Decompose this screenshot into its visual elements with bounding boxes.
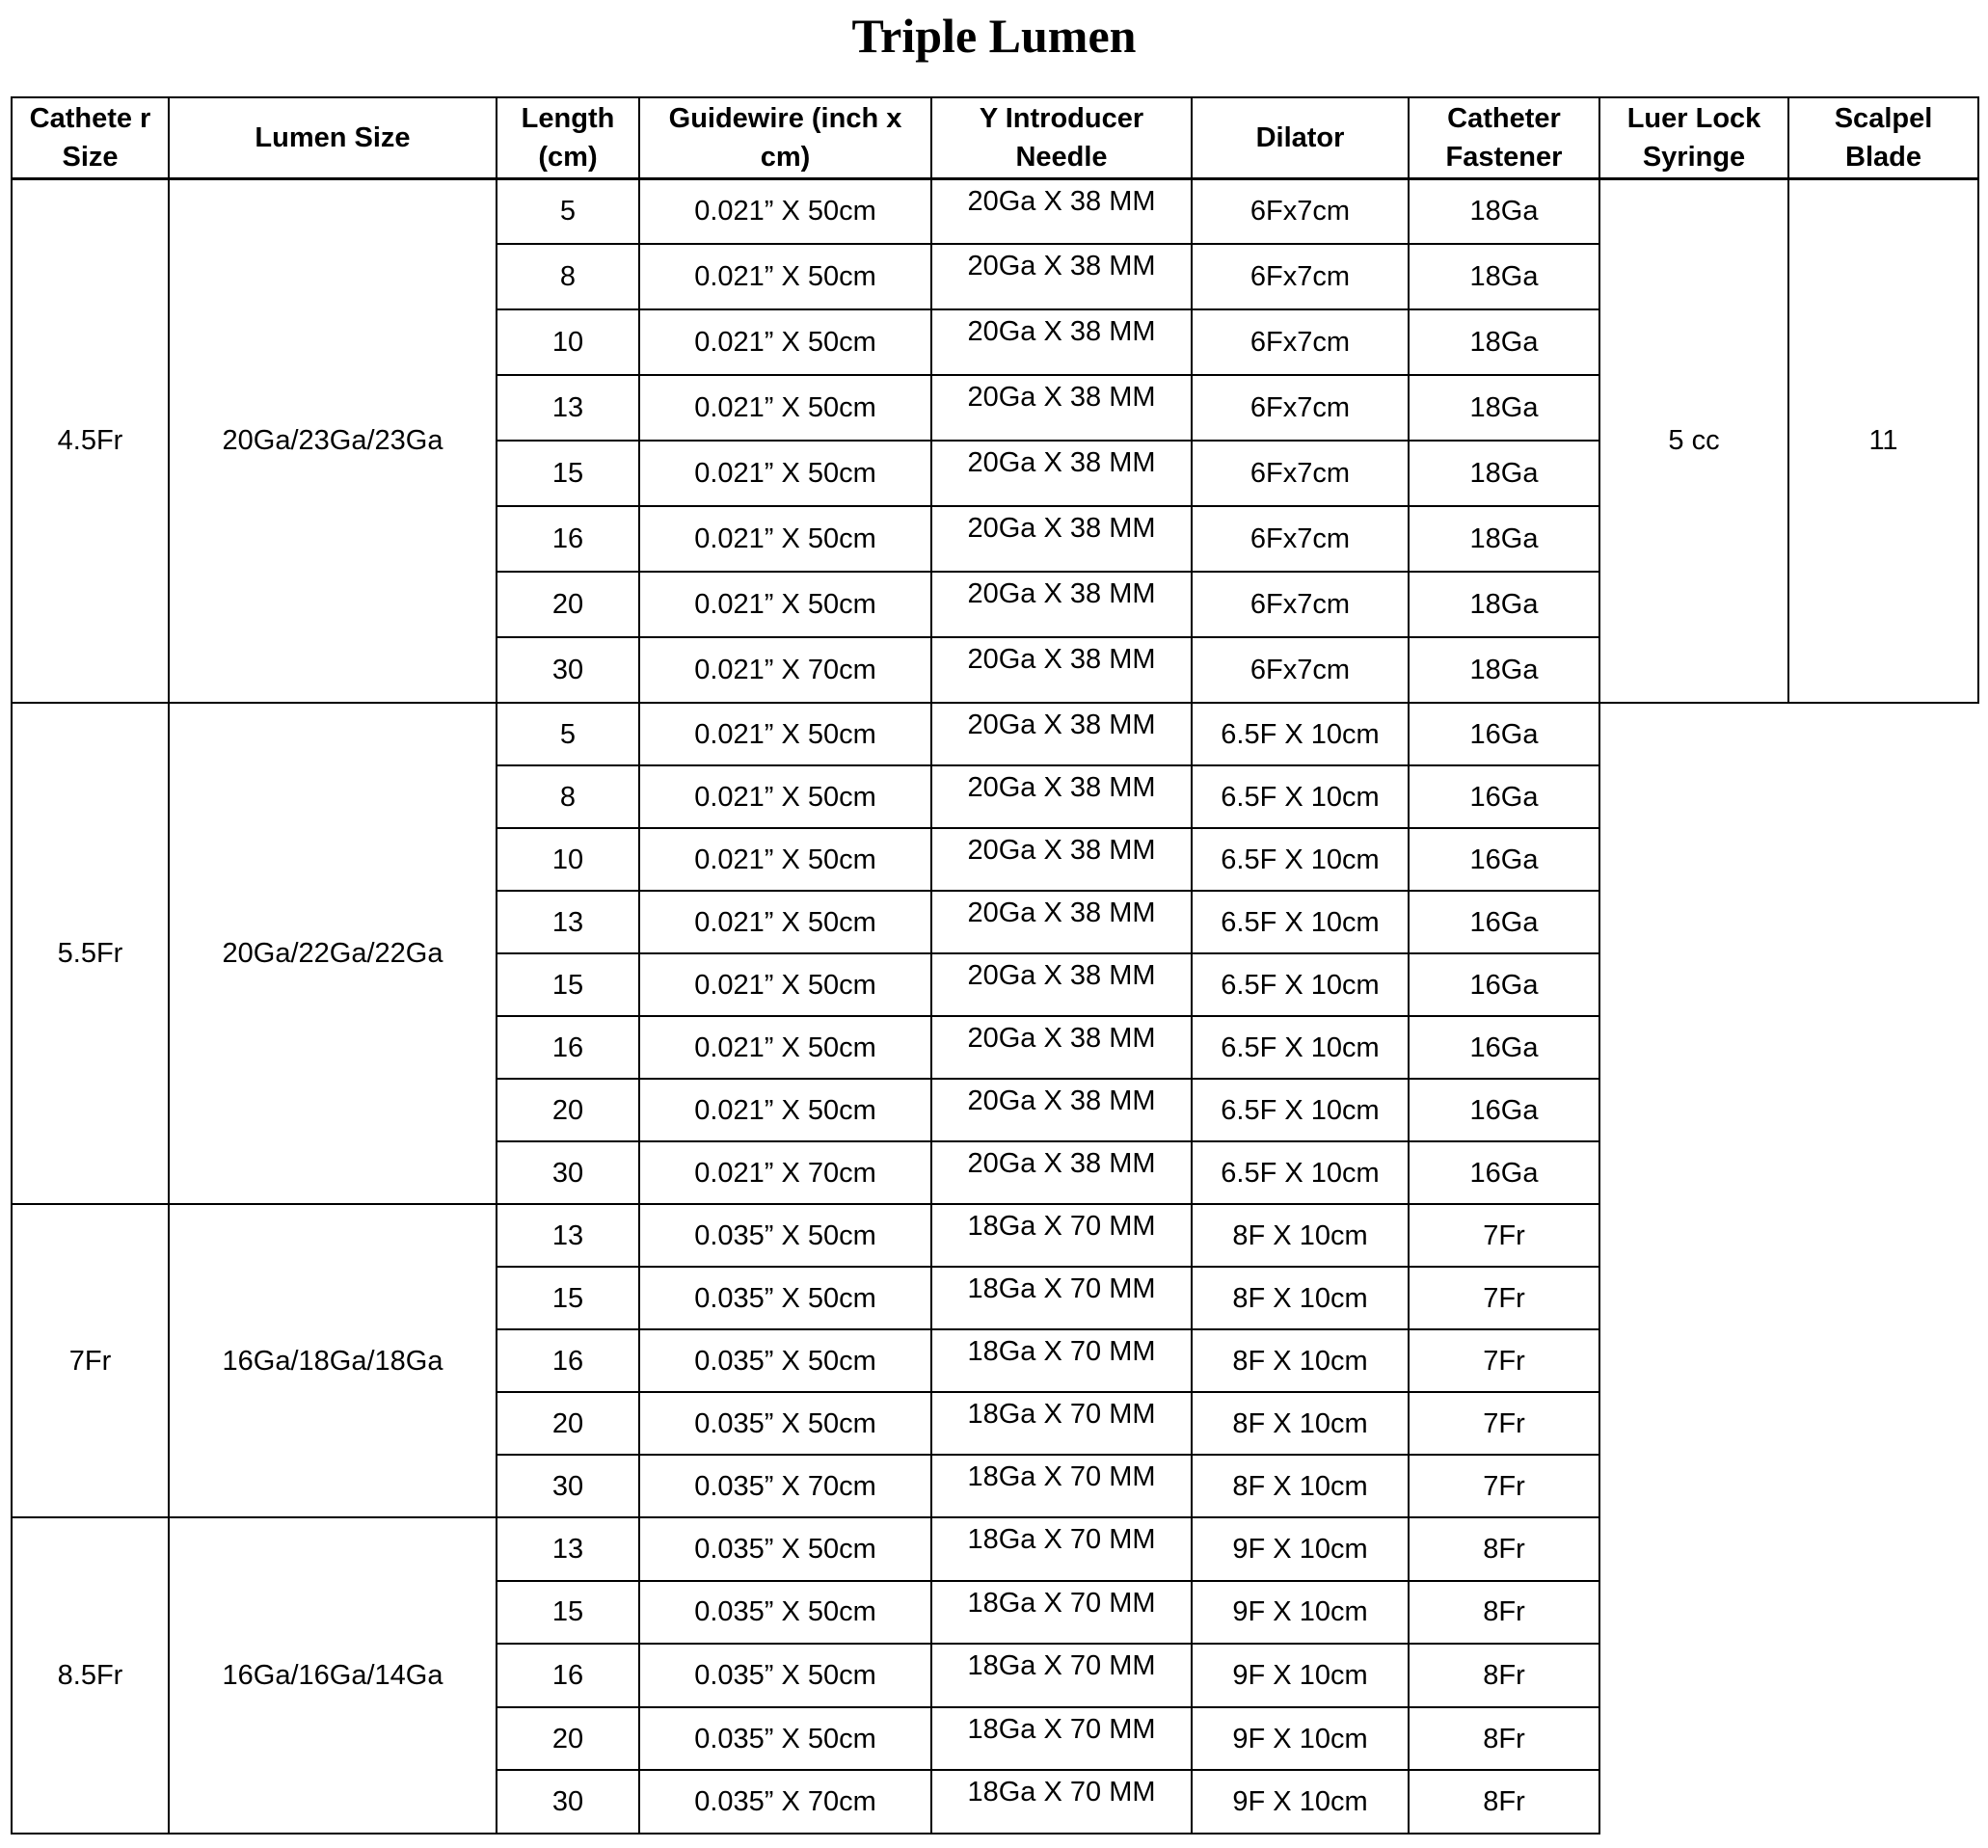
guidewire-cell: 0.035” X 70cm (639, 1770, 931, 1834)
length-cell: 10 (497, 828, 639, 891)
guidewire-cell: 0.021” X 50cm (639, 703, 931, 765)
fastener-cell: 7Fr (1409, 1329, 1599, 1392)
needle-cell: 20Ga X 38 MM (931, 765, 1192, 828)
fastener-cell: 8Fr (1409, 1644, 1599, 1707)
catheter-size-cell: 7Fr (12, 1204, 169, 1517)
needle-cell: 20Ga X 38 MM (931, 637, 1192, 703)
needle-cell: 20Ga X 38 MM (931, 891, 1192, 953)
fastener-cell: 18Ga (1409, 637, 1599, 703)
needle-cell: 20Ga X 38 MM (931, 178, 1192, 244)
dilator-cell: 6Fx7cm (1192, 178, 1409, 244)
guidewire-cell: 0.021” X 50cm (639, 506, 931, 572)
fastener-cell: 16Ga (1409, 891, 1599, 953)
fastener-cell: 18Ga (1409, 441, 1599, 506)
dilator-cell: 9F X 10cm (1192, 1770, 1409, 1834)
guidewire-cell: 0.021” X 50cm (639, 765, 931, 828)
dilator-cell: 6.5F X 10cm (1192, 1016, 1409, 1079)
guidewire-cell: 0.021” X 50cm (639, 891, 931, 953)
dilator-cell: 8F X 10cm (1192, 1329, 1409, 1392)
fastener-cell: 18Ga (1409, 572, 1599, 637)
length-cell: 8 (497, 244, 639, 309)
catheter-group (12, 178, 1978, 703)
dilator-cell: 9F X 10cm (1192, 1644, 1409, 1707)
length-cell: 20 (497, 572, 639, 637)
dilator-cell: 6Fx7cm (1192, 375, 1409, 441)
fastener-cell: 18Ga (1409, 375, 1599, 441)
length-cell: 13 (497, 891, 639, 953)
guidewire-cell: 0.021” X 50cm (639, 178, 931, 244)
guidewire-cell: 0.035” X 50cm (639, 1581, 931, 1645)
dilator-cell: 6.5F X 10cm (1192, 828, 1409, 891)
fastener-cell: 16Ga (1409, 828, 1599, 891)
dilator-cell: 8F X 10cm (1192, 1455, 1409, 1517)
dilator-cell: 9F X 10cm (1192, 1581, 1409, 1645)
length-cell: 5 (497, 178, 639, 244)
dilator-cell: 9F X 10cm (1192, 1517, 1409, 1581)
guidewire-cell: 0.035” X 50cm (639, 1517, 931, 1581)
needle-cell: 20Ga X 38 MM (931, 1079, 1192, 1141)
fastener-cell: 18Ga (1409, 506, 1599, 572)
fastener-cell: 7Fr (1409, 1204, 1599, 1267)
page-title: Triple Lumen (851, 9, 1137, 63)
dilator-cell: 8F X 10cm (1192, 1392, 1409, 1455)
dilator-cell: 6Fx7cm (1192, 441, 1409, 506)
length-cell: 8 (497, 765, 639, 828)
needle-cell: 18Ga X 70 MM (931, 1770, 1192, 1834)
length-cell: 15 (497, 1267, 639, 1329)
table-row (12, 178, 1978, 244)
length-cell: 13 (497, 1204, 639, 1267)
length-cell: 15 (497, 441, 639, 506)
length-cell: 16 (497, 506, 639, 572)
guidewire-cell: 0.021” X 50cm (639, 953, 931, 1016)
guidewire-cell: 0.021” X 50cm (639, 1016, 931, 1079)
guidewire-cell: 0.035” X 50cm (639, 1329, 931, 1392)
spec-table (11, 96, 1979, 1835)
table-row (12, 1204, 1978, 1267)
fastener-cell: 18Ga (1409, 244, 1599, 309)
dilator-cell: 6Fx7cm (1192, 637, 1409, 703)
header-length: Length (cm) (497, 97, 639, 178)
header-needle: Y Introducer Needle (931, 97, 1192, 178)
needle-cell: 20Ga X 38 MM (931, 506, 1192, 572)
length-cell: 13 (497, 375, 639, 441)
fastener-cell: 16Ga (1409, 1141, 1599, 1204)
header-syringe: Luer Lock Syringe (1599, 97, 1788, 178)
length-cell: 20 (497, 1079, 639, 1141)
length-cell: 5 (497, 703, 639, 765)
length-cell: 15 (497, 1581, 639, 1645)
header-scalpel: Scalpel Blade (1788, 97, 1978, 178)
needle-cell: 20Ga X 38 MM (931, 953, 1192, 1016)
length-cell: 30 (497, 637, 639, 703)
guidewire-cell: 0.035” X 50cm (639, 1707, 931, 1771)
length-cell: 13 (497, 1517, 639, 1581)
length-cell: 30 (497, 1141, 639, 1204)
needle-cell: 18Ga X 70 MM (931, 1455, 1192, 1517)
lumen-size-cell: 16Ga/16Ga/14Ga (169, 1517, 497, 1834)
header-catheter-size: Cathete r Size (12, 97, 169, 178)
length-cell: 16 (497, 1644, 639, 1707)
needle-cell: 20Ga X 38 MM (931, 703, 1192, 765)
fastener-cell: 18Ga (1409, 309, 1599, 375)
header-dilator: Dilator (1192, 97, 1409, 178)
guidewire-cell: 0.035” X 50cm (639, 1204, 931, 1267)
guidewire-cell: 0.021” X 50cm (639, 244, 931, 309)
fastener-cell: 18Ga (1409, 178, 1599, 244)
lumen-size-cell: 20Ga/22Ga/22Ga (169, 703, 497, 1204)
guidewire-cell: 0.021” X 50cm (639, 375, 931, 441)
guidewire-cell: 0.021” X 50cm (639, 572, 931, 637)
length-cell: 15 (497, 953, 639, 1016)
dilator-cell: 6Fx7cm (1192, 506, 1409, 572)
length-cell: 30 (497, 1770, 639, 1834)
header-lumen-size: Lumen Size (169, 97, 497, 178)
catheter-group (12, 703, 1978, 1204)
guidewire-cell: 0.035” X 70cm (639, 1455, 931, 1517)
lumen-size-cell: 20Ga/23Ga/23Ga (169, 178, 497, 703)
needle-cell: 20Ga X 38 MM (931, 244, 1192, 309)
needle-cell: 20Ga X 38 MM (931, 1141, 1192, 1204)
fastener-cell: 16Ga (1409, 703, 1599, 765)
catheter-size-cell: 8.5Fr (12, 1517, 169, 1834)
dilator-cell: 8F X 10cm (1192, 1267, 1409, 1329)
header-fastener: Catheter Fastener (1409, 97, 1599, 178)
scalpel-cell: 11 (1788, 178, 1978, 703)
guidewire-cell: 0.021” X 50cm (639, 441, 931, 506)
fastener-cell: 8Fr (1409, 1707, 1599, 1771)
needle-cell: 18Ga X 70 MM (931, 1392, 1192, 1455)
length-cell: 16 (497, 1329, 639, 1392)
length-cell: 10 (497, 309, 639, 375)
dilator-cell: 6Fx7cm (1192, 572, 1409, 637)
fastener-cell: 16Ga (1409, 1016, 1599, 1079)
length-cell: 16 (497, 1016, 639, 1079)
dilator-cell: 6.5F X 10cm (1192, 953, 1409, 1016)
needle-cell: 20Ga X 38 MM (931, 828, 1192, 891)
needle-cell: 20Ga X 38 MM (931, 1016, 1192, 1079)
guidewire-cell: 0.021” X 50cm (639, 1079, 931, 1141)
fastener-cell: 7Fr (1409, 1392, 1599, 1455)
header-guidewire: Guidewire (inch x cm) (639, 97, 931, 178)
fastener-cell: 8Fr (1409, 1770, 1599, 1834)
dilator-cell: 6.5F X 10cm (1192, 765, 1409, 828)
dilator-cell: 6.5F X 10cm (1192, 703, 1409, 765)
guidewire-cell: 0.021” X 50cm (639, 309, 931, 375)
header-row (12, 97, 1978, 178)
dilator-cell: 6Fx7cm (1192, 309, 1409, 375)
guidewire-cell: 0.021” X 70cm (639, 1141, 931, 1204)
fastener-cell: 7Fr (1409, 1455, 1599, 1517)
table-row (12, 1517, 1978, 1581)
guidewire-cell: 0.035” X 50cm (639, 1392, 931, 1455)
syringe-cell: 5 cc (1599, 178, 1788, 703)
fastener-cell: 16Ga (1409, 1079, 1599, 1141)
dilator-cell: 9F X 10cm (1192, 1707, 1409, 1771)
guidewire-cell: 0.035” X 50cm (639, 1644, 931, 1707)
dilator-cell: 6Fx7cm (1192, 244, 1409, 309)
guidewire-cell: 0.021” X 50cm (639, 828, 931, 891)
fastener-cell: 16Ga (1409, 953, 1599, 1016)
length-cell: 20 (497, 1707, 639, 1771)
needle-cell: 18Ga X 70 MM (931, 1329, 1192, 1392)
catheter-group (12, 1204, 1978, 1517)
catheter-size-cell: 4.5Fr (12, 178, 169, 703)
fastener-cell: 8Fr (1409, 1517, 1599, 1581)
fastener-cell: 8Fr (1409, 1581, 1599, 1645)
dilator-cell: 6.5F X 10cm (1192, 891, 1409, 953)
catheter-group (12, 1517, 1978, 1834)
needle-cell: 20Ga X 38 MM (931, 441, 1192, 506)
dilator-cell: 6.5F X 10cm (1192, 1141, 1409, 1204)
catheter-size-cell: 5.5Fr (12, 703, 169, 1204)
length-cell: 30 (497, 1455, 639, 1517)
needle-cell: 18Ga X 70 MM (931, 1581, 1192, 1645)
dilator-cell: 6.5F X 10cm (1192, 1079, 1409, 1141)
needle-cell: 18Ga X 70 MM (931, 1707, 1192, 1771)
dilator-cell: 8F X 10cm (1192, 1204, 1409, 1267)
fastener-cell: 7Fr (1409, 1267, 1599, 1329)
table-row (12, 703, 1978, 765)
needle-cell: 18Ga X 70 MM (931, 1517, 1192, 1581)
needle-cell: 18Ga X 70 MM (931, 1204, 1192, 1267)
needle-cell: 18Ga X 70 MM (931, 1267, 1192, 1329)
needle-cell: 20Ga X 38 MM (931, 572, 1192, 637)
needle-cell: 20Ga X 38 MM (931, 309, 1192, 375)
guidewire-cell: 0.035” X 50cm (639, 1267, 931, 1329)
guidewire-cell: 0.021” X 70cm (639, 637, 931, 703)
needle-cell: 18Ga X 70 MM (931, 1644, 1192, 1707)
length-cell: 20 (497, 1392, 639, 1455)
fastener-cell: 16Ga (1409, 765, 1599, 828)
lumen-size-cell: 16Ga/18Ga/18Ga (169, 1204, 497, 1517)
needle-cell: 20Ga X 38 MM (931, 375, 1192, 441)
